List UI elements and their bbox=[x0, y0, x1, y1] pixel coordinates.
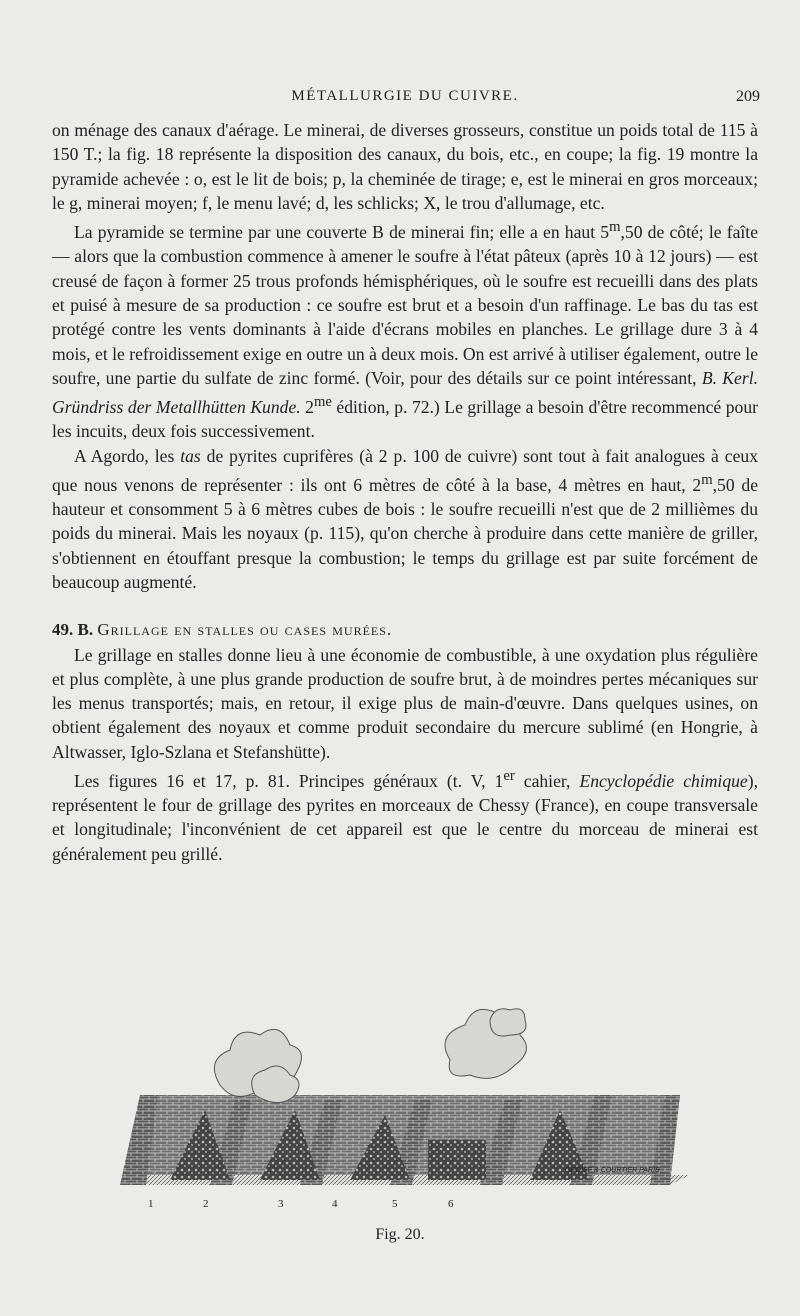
text-run: cahier, bbox=[514, 770, 580, 791]
superscript: er bbox=[503, 768, 515, 784]
paragraph-2 bbox=[52, 215, 758, 443]
stall-label-6: 6 bbox=[448, 1198, 454, 1210]
stall-label-1: 1 bbox=[148, 1198, 154, 1210]
stall-label-2: 2 bbox=[203, 1198, 209, 1210]
text-run: édition, p. 72.) Le grillage a besoin d'être recommencé pour les incuits, deux fois successivement. bbox=[52, 396, 758, 442]
figure-caption: Fig. 20. bbox=[375, 1226, 425, 1243]
text-run: 2 bbox=[300, 396, 314, 417]
superscript: me bbox=[313, 394, 332, 411]
text-run: A Agordo, les bbox=[74, 445, 181, 466]
stall-label-3: 3 bbox=[278, 1198, 284, 1210]
paragraph-4: Le grillage en stalles donne lieu à une économie de combustible, à une oxydation plus régulière et plus complète, à une plus grande production de soufre brut, à de moindres pertes mécaniques sur les menus transportés; mais, en retour, il exige plus de main-d'œuvre. Dans quelques usines, on obtient également des noyaux et comme produit secondaire du mercure sublimé (en Hongrie, à Altwasser, Iglo-Szlana et Stefanshütte). bbox=[52, 644, 758, 762]
text-run: ), représentent le four de grillage des pyrites en morceaux de Chessy (France), en coupe transversale et longitudinale; l'inconvénient de cet appareil est que le centre du morceau de minerai est généralement peu grillé. bbox=[52, 770, 758, 864]
stall-label-5: 5 bbox=[392, 1198, 398, 1210]
superscript: m bbox=[609, 219, 621, 236]
smoke-plumes bbox=[214, 1009, 526, 1103]
text-run: ,50 de côté; le faîte — alors que la combustion commence à amener le soufre à l'état pâteux (après 10 à 12 jours) — est creusé de façon à former 25 trous profonds hémisphériques, où le soufre est recueilli dans des plats et puisé à mesure de sa production : ce soufre est brut et a besoin d'un raffinage. Le bas du tas est protégé contre les vents dominants à l'aide d'écrans mobiles en planches. Le grillage dure 3 à 4 mois, et le refroidissement exige en outre un à deux mois. On est arrivé à utiliser également, outre le soufre, une partie du sulfate de zinc formé. (Voir, pour des détails sur ce point intéressant, bbox=[52, 222, 759, 388]
running-header bbox=[50, 88, 760, 112]
engraver-credit: GROISE & COURTIER PARIS bbox=[565, 1167, 660, 1174]
page-number: 209 bbox=[736, 88, 760, 105]
paragraph-5 bbox=[52, 764, 758, 866]
paragraph-1: on ménage des canaux d'aérage. Le minerai, de diverses grosseurs, constitue un poids total de 115 à 150 T.; la fig. 18 représente la disposition des canaux, du bois, etc., en coupe; la fig. 19 montre la pyramide achevée : o, est le lit de bois; p, la cheminée de tirage; e, est le minerai en gros morceaux; le g, minerai moyen; f, le menu lavé; d, les schlicks; X, le trou d'allumage, etc. bbox=[52, 120, 758, 213]
text-run: La pyramide se termine par une couverte B de minerai fin; elle a en haut 5 bbox=[74, 222, 610, 243]
text-run: de pyrites cuprifères (à 2 p. 100 de cuivre) sont tout à fait analogues à ceux que nous venons de représenter : ils ont 6 mètres de côté à la base, 4 mètres en haut, 2 bbox=[52, 445, 758, 495]
section-number: 49. B. bbox=[52, 620, 94, 640]
stall-label-4: 4 bbox=[332, 1198, 338, 1210]
section-title: Grillage en stalles ou cases murées. bbox=[97, 620, 393, 640]
stall-roasting-illustration bbox=[110, 1000, 700, 1215]
italic-word: tas bbox=[180, 445, 201, 466]
text-run: Les figures 16 et 17, p. 81. Principes généraux (t. V, 1 bbox=[74, 770, 504, 791]
reference-title: Encyclopédie chimique bbox=[579, 770, 748, 791]
reference-title: B. Kerl. Gründriss der Metallhütten Kunde. bbox=[52, 367, 758, 417]
superscript: m bbox=[701, 471, 713, 488]
body-text bbox=[52, 118, 758, 866]
section-heading bbox=[52, 618, 758, 642]
paragraph-3 bbox=[52, 444, 758, 595]
header-title: MÉTALLURGIE DU CUIVRE. bbox=[291, 88, 519, 104]
text-run: ,50 de hauteur et consomment 5 à 6 mètres cubes de bois : le soufre recueilli n'est que de 2 millièmes du poids du minerai. Mais les noyaux (p. 115), qu'on cherche à produire dans cette manière de griller, s'obtiennent en étouffant presque la combustion; le temps du grillage est par suite forcément de beaucoup augmenté. bbox=[52, 474, 758, 592]
